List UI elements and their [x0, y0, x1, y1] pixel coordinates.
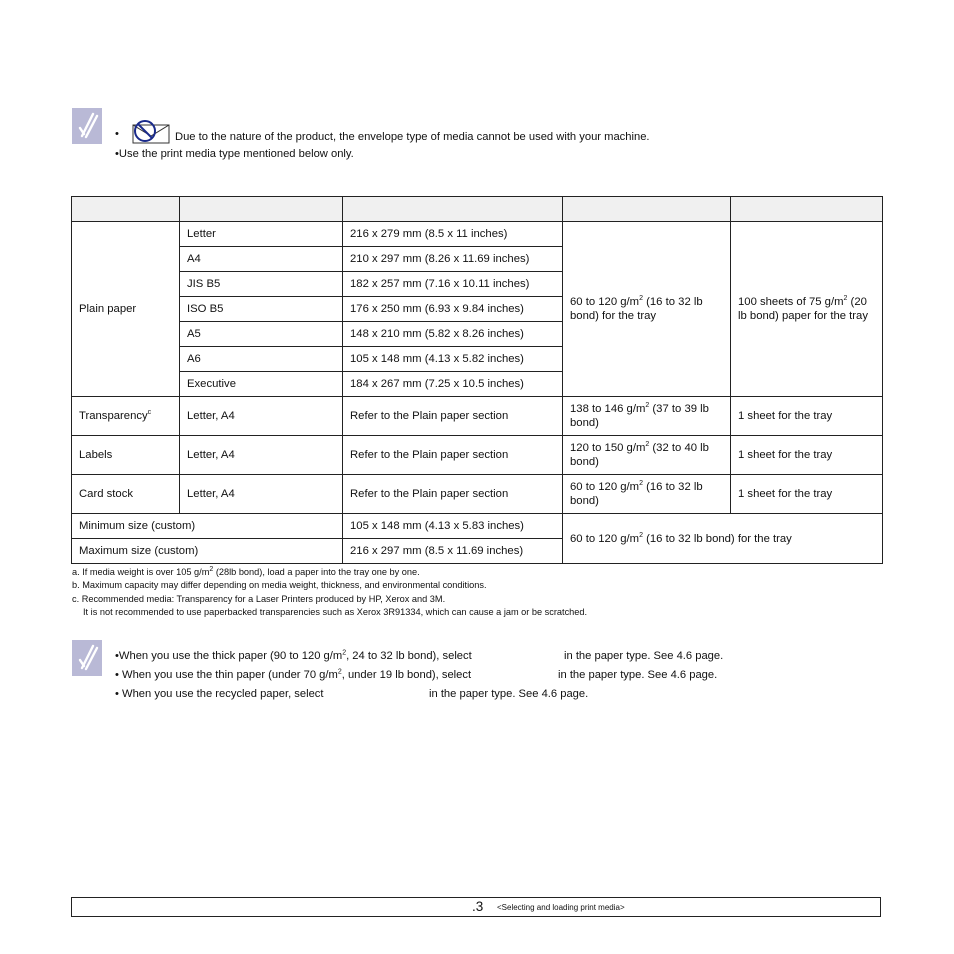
dimension-cell: 216 x 297 mm (8.5 x 11.69 inches)	[343, 539, 563, 564]
thin-paper-tail: in the paper type. See 4.6 page.	[558, 669, 718, 681]
weight-cell: 60 to 120 $g/m^2$ (16 to 32 lb bond) for the tray	[563, 222, 731, 397]
print-media-table	[71, 196, 883, 564]
header-dimensions	[343, 197, 563, 222]
dimension-cell: 105 x 148 mm (4.13 x 5.83 inches)	[343, 514, 563, 539]
media-type-cell: Card stock	[72, 475, 180, 514]
footnote-c: c. Recommended media: Transparency for a Laser Printers produced by HP, Xerox and 3M.	[72, 593, 446, 604]
header-capacity	[731, 197, 883, 222]
dimension-cell: 176 x 250 mm (6.93 x 9.84 inches)	[343, 297, 563, 322]
table-row	[72, 436, 883, 475]
bullet: •	[115, 128, 119, 140]
envelope-note	[115, 124, 650, 164]
dimension-cell: Refer to the Plain paper section	[343, 475, 563, 514]
table-row	[72, 397, 883, 436]
envelope-warning-text: Due to the nature of the product, the envelope type of media cannot be used with your machine.	[175, 131, 650, 143]
size-cell: Executive	[180, 372, 343, 397]
dimension-cell: 105 x 148 mm (4.13 x 5.82 inches)	[343, 347, 563, 372]
table-row	[72, 222, 883, 247]
page-footer	[71, 897, 881, 917]
capacity-cell: 1 sheet for the tray	[731, 436, 883, 475]
size-cell: Letter, A4	[180, 475, 343, 514]
no-envelope-icon	[125, 119, 171, 145]
dimension-cell: 184 x 267 mm (7.25 x 10.5 inches)	[343, 372, 563, 397]
weight-cell: 60 to 120 $g/m^2$ (16 to 32 lb bond)	[563, 475, 731, 514]
max-size-label: Maximum size (custom)	[72, 539, 343, 564]
footnotes	[72, 566, 587, 619]
thick-paper-tail: in the paper type. See 4.6 page.	[564, 650, 724, 662]
note-icon	[72, 640, 102, 676]
footnote-c-detail: It is not recommended to use paperbacked transparencies such as Xerox 3R91334, which can cause a jam or be scratched.	[83, 606, 588, 617]
capacity-cell: 1 sheet for the tray	[731, 397, 883, 436]
print-media-text: •Use the print media type mentioned below only.	[115, 148, 354, 160]
thin-paper-line: • When you use the thin paper (under 70 $g/m^2$, under 19 lb bond), select in the paper type. See 4.6 page.	[115, 666, 472, 685]
min-size-label: Minimum size (custom)	[72, 514, 343, 539]
dimension-cell: 216 x 279 mm (8.5 x 11 inches)	[343, 222, 563, 247]
dimension-cell: Refer to the Plain paper section	[343, 436, 563, 475]
dimension-cell: 148 x 210 mm (5.82 x 8.26 inches)	[343, 322, 563, 347]
size-cell: A5	[180, 322, 343, 347]
media-type-cell: Plain paper	[72, 222, 180, 397]
recycled-paper-line: • When you use the recycled paper, select in the paper type. See 4.6 page.	[115, 685, 472, 704]
size-cell: JIS B5	[180, 272, 343, 297]
size-cell: A4	[180, 247, 343, 272]
media-type-cell: Labels	[72, 436, 180, 475]
table-row	[72, 514, 883, 539]
size-cell: A6	[180, 347, 343, 372]
media-type-cell: Transparency$^c$	[72, 397, 180, 436]
size-cell: Letter	[180, 222, 343, 247]
weight-cell: 138 to 146 $g/m^2$ (37 to 39 lb bond)	[563, 397, 731, 436]
table-row	[72, 475, 883, 514]
dimension-cell: 210 x 297 mm (8.26 x 11.69 inches)	[343, 247, 563, 272]
capacity-cell: 100 sheets of 75 $g/m^2$ (20 lb bond) paper for the tray	[731, 222, 883, 397]
footnote-b: b. Maximum capacity may differ depending on media weight, thickness, and environmental conditions.	[72, 580, 487, 591]
capacity-cell: 1 sheet for the tray	[731, 475, 883, 514]
custom-weight-cell: 60 to 120 $g/m^2$ (16 to 32 lb bond) for the tray	[563, 514, 883, 564]
thick-paper-line: •When you use the thick paper (90 to 120 $g/m^2$, 24 to 32 lb bond), select in the paper type. See 4.6 page.	[115, 647, 472, 666]
paper-type-note	[115, 647, 724, 704]
weight-cell: 120 to 150 $g/m^2$ (32 to 40 lb bond)	[563, 436, 731, 475]
size-cell: Letter, A4	[180, 436, 343, 475]
dimension-cell: 182 x 257 mm (7.16 x 10.11 inches)	[343, 272, 563, 297]
recycled-paper-tail: in the paper type. See 4.6 page.	[429, 688, 589, 700]
size-cell: ISO B5	[180, 297, 343, 322]
header-size	[180, 197, 343, 222]
note-icon	[72, 108, 102, 144]
chapter-title: <Selecting and loading print media>	[497, 903, 625, 912]
header-weight	[563, 197, 731, 222]
dimension-cell: Refer to the Plain paper section	[343, 397, 563, 436]
footnote-a: a. If media weight is over 105 $g/m^2$ (28lb bond), load a paper into the tray one by one.	[72, 565, 420, 577]
page-number: .3	[472, 899, 484, 914]
size-cell: Letter, A4	[180, 397, 343, 436]
header-type	[72, 197, 180, 222]
table-header-row	[72, 197, 883, 222]
